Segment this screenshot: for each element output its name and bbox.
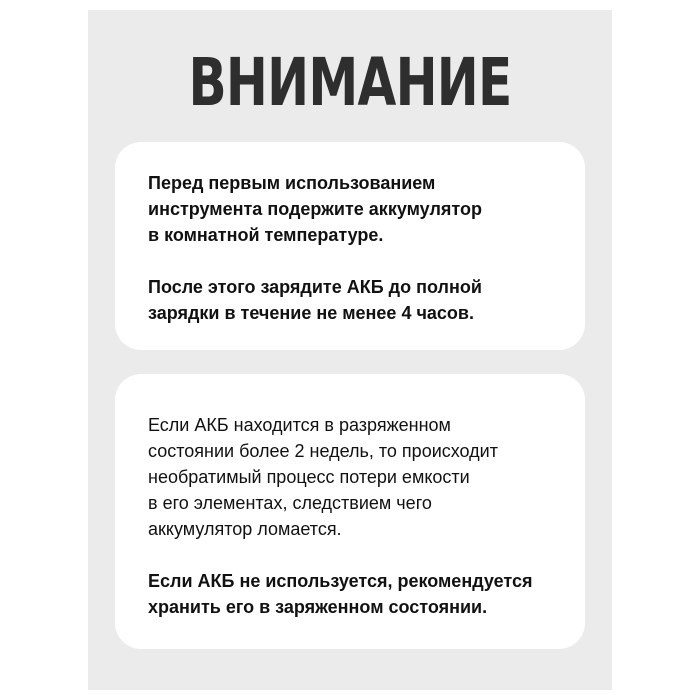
- paragraph-spacer: [148, 248, 571, 274]
- card-paragraph-storage-advice: Если АКБ не используется, рекомендуется хранить его в заряженном состоянии.: [148, 571, 533, 617]
- card-paragraph-first-use: Перед первым использованием инструмента подержите аккумулятор в комнатной температуре.: [148, 173, 482, 245]
- paragraph-spacer: [148, 542, 571, 568]
- page-title: ВНИМАНИЕ: [188, 44, 512, 121]
- info-card-charging: [115, 142, 585, 350]
- instruction-sheet: [88, 10, 612, 690]
- card-paragraph-charge: После этого зарядите АКБ до полной зарядки в течение не менее 4 часов.: [148, 277, 482, 323]
- info-card-storage: [115, 374, 585, 649]
- card-paragraph-discharge-warning: Если АКБ находится в разряженном состоянии более 2 недель, то происходит необратимый процесс потери емкости в его элементах, следствием чего аккумулятор ломается.: [148, 415, 498, 539]
